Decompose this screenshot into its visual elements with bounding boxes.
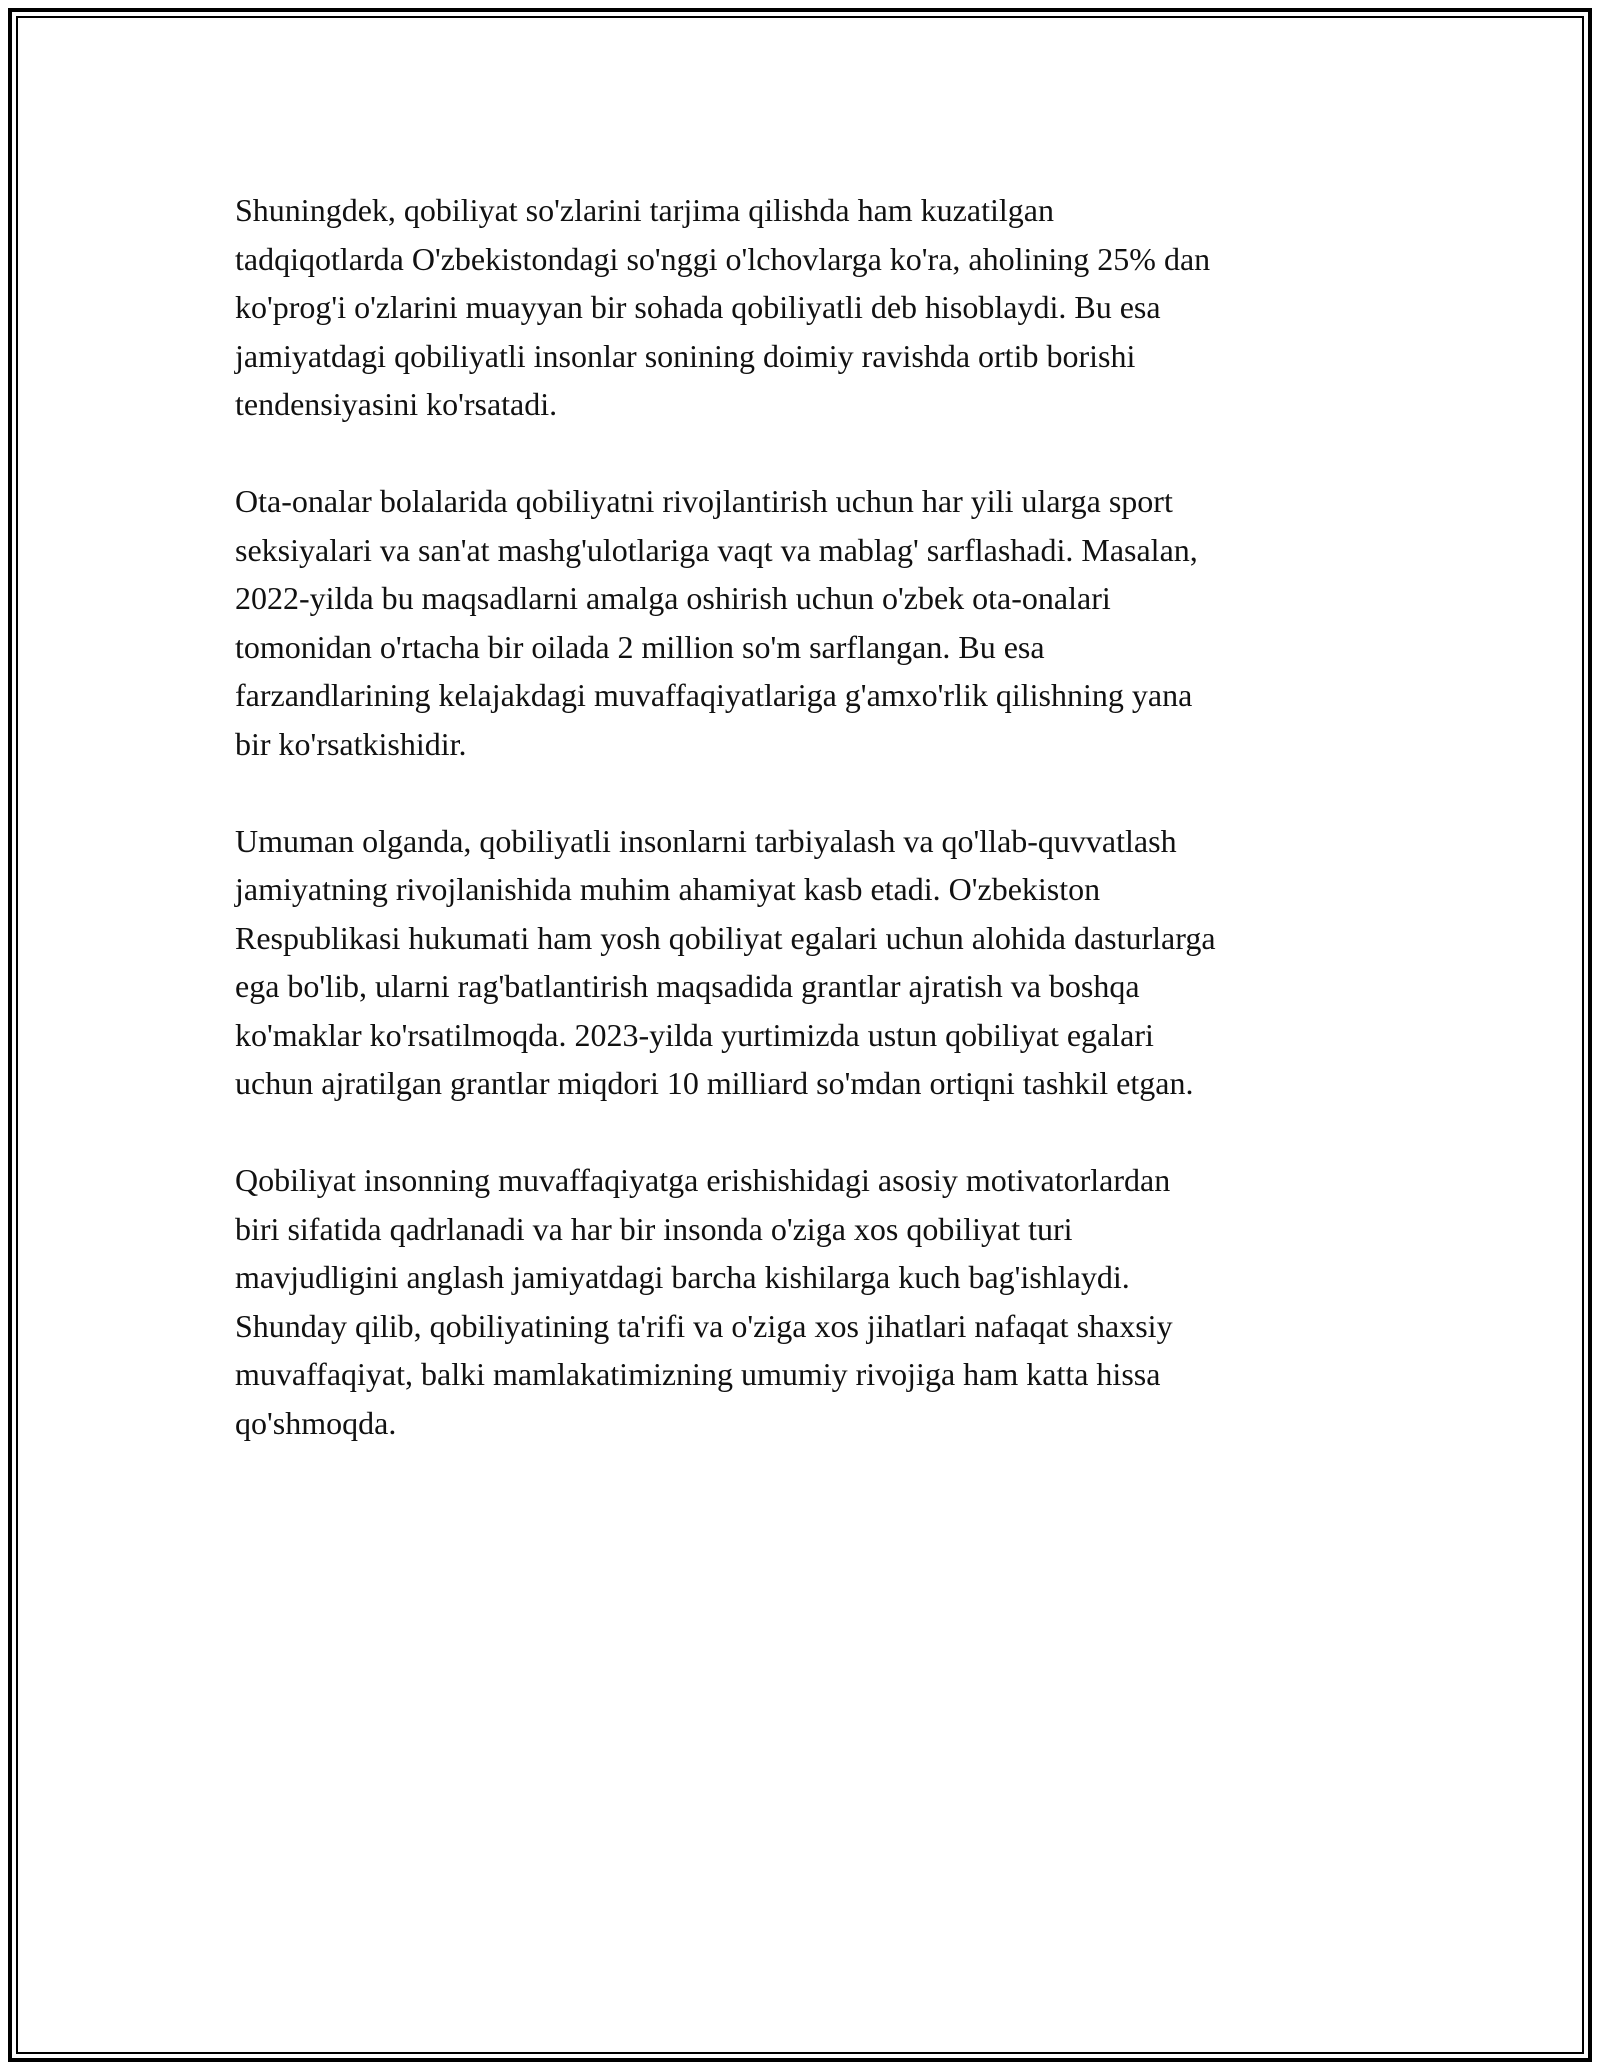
paragraph-4: Qobiliyat insonning muvaffaqiyatga erishishidagi asosiy motivatorlardan biri sifatida qadrlanadi va har bir insonda o'ziga xos qobiliyat turi mavjudligini anglash jamiyatdagi barcha kishilarga kuch bag'ishlaydi. Shunday qilib, qobiliyatining ta'rifi va o'ziga xos jihatlari nafaqat shaxsiy muvaffaqiyat, balki mamlakatimizning umumiy rivojiga ham katta hissa qo'shmoqda. (235, 1162, 1173, 1441)
document-body (235, 186, 1365, 1496)
paragraph-1: Shuningdek, qobiliyat so'zlarini tarjima qilishda ham kuzatilgan tadqiqotlarda O'zbekistondagi so'nggi o'lchovlarga ko'ra, aholining 25% dan ko'prog'i o'zlarini muayyan bir sohada qobiliyatli deb hisoblaydi. Bu esa jamiyatdagi qobiliyatli insonlar sonining doimiy ravishda ortib borishi tendensiyasini ko'rsatadi. (235, 192, 1211, 422)
paragraph-3: Umuman olganda, qobiliyatli insonlarni tarbiyalash va qo'llab-quvvatlash jamiyatning rivojlanishida muhim ahamiyat kasb etadi. O'zbekiston Respublikasi hukumati ham yosh qobiliyat egalari uchun alohida dasturlarga ega bo'lib, ularni rag'batlantirish maqsadida grantlar ajratish va boshqa ko'maklar ko'rsatilmoqda. 2023-yilda yurtimizda ustun qobiliyat egalari uchun ajratilgan grantlar miqdori 10 milliard so'mdan ortiqni tashkil etgan. (235, 822, 1216, 1101)
paragraph-2: Ota-onalar bolalarida qobiliyatni rivojlantirish uchun har yili ularga sport seksiyalari va san'at mashg'ulotlariga vaqt va mablag' sarflashadi. Masalan, 2022-yilda bu maqsadlarni amalga oshirish uchun o'zbek ota-onalari tomonidan o'rtacha bir oilada 2 million so'm sarflangan. Bu esa farzandlarining kelajakdagi muvaffaqiyatlariga g'amxo'rlik qilishning yana bir ko'rsatkishidir. (235, 483, 1198, 762)
